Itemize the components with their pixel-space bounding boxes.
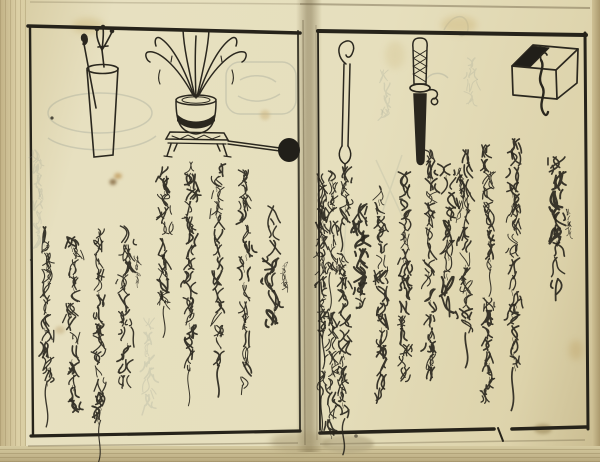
bleedthrough-text-column xyxy=(464,58,481,106)
text-column xyxy=(91,229,106,462)
kiseru-pipe-illustration xyxy=(339,41,354,171)
text-column xyxy=(480,145,495,403)
section-heading-column xyxy=(548,157,566,301)
text-column xyxy=(280,262,288,292)
section-heading-column xyxy=(438,164,459,318)
text-column xyxy=(504,139,523,411)
left-page-text xyxy=(29,150,288,462)
text-column xyxy=(337,167,353,455)
text-column xyxy=(421,150,440,380)
text-column xyxy=(457,150,475,368)
text-column xyxy=(324,171,340,439)
text-column xyxy=(134,256,141,288)
text-column xyxy=(210,164,226,397)
bleedthrough-text-column xyxy=(140,318,158,415)
sword-illustration xyxy=(410,38,438,165)
text-column xyxy=(39,227,54,427)
right-page-text xyxy=(314,58,573,455)
text-column xyxy=(181,162,201,406)
section-heading-column xyxy=(351,204,370,309)
stains xyxy=(30,16,583,453)
text-column xyxy=(398,172,413,382)
cup-illustration xyxy=(82,26,118,158)
text-column xyxy=(63,237,84,412)
bleedthrough-text-column xyxy=(378,70,391,120)
text-column xyxy=(566,209,573,239)
fold-lines xyxy=(28,2,590,446)
drawer-box-illustration xyxy=(512,45,578,115)
right-page-frame xyxy=(318,31,588,441)
text-column xyxy=(156,167,173,337)
section-heading-column xyxy=(116,226,137,388)
text-column xyxy=(236,170,256,395)
section-heading-column xyxy=(261,206,283,327)
